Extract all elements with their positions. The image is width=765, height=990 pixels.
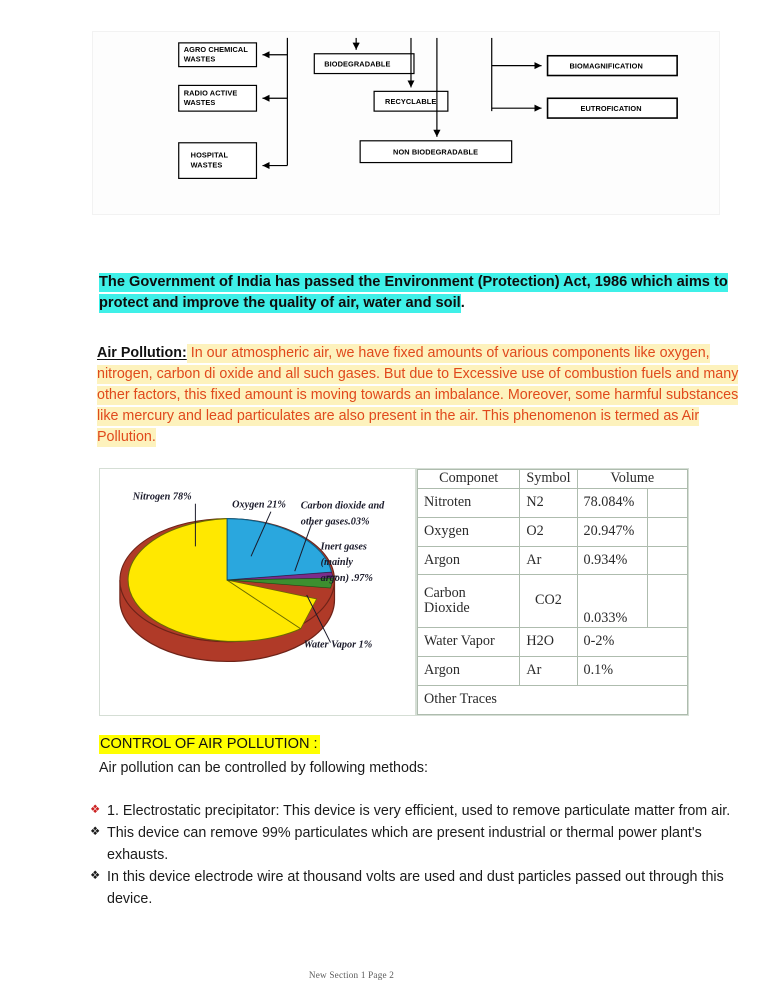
- flowchart-box-agro-line2: WASTES: [183, 54, 216, 64]
- pie-slice-oxygen: [227, 519, 331, 581]
- composition-table: [417, 469, 688, 715]
- table-row: [418, 488, 688, 517]
- col-header-component: Componet: [418, 470, 520, 489]
- cell-symbol: N2: [520, 488, 577, 517]
- floret-bullet-icon: ❖: [90, 804, 101, 816]
- atmosphere-pie-chart: [99, 468, 416, 716]
- flowchart-box-eutrofication-label: EUTROFICATION: [580, 104, 642, 114]
- air-pollution-paragraph: [97, 343, 742, 448]
- cell-symbol: O2: [520, 517, 577, 546]
- page-footer: [0, 970, 765, 980]
- list-item-text: In this device electrode wire at thousand volts are used and dust particles passed out through this device.: [107, 869, 724, 907]
- flowchart-box-radioactive-line1: RADIO ACTIVE: [183, 88, 238, 98]
- cell-volume-spacer: [647, 488, 687, 517]
- cell-volume-spacer: [647, 517, 687, 546]
- pie-label-co2-line2: other gases.03%: [300, 516, 370, 528]
- composition-table-head: [418, 470, 688, 489]
- list-item: [90, 801, 738, 822]
- flowchart-box-biomagnification-label: BIOMAGNIFICATION: [569, 61, 643, 71]
- flowchart-box-biodegradable-label: BIODEGRADABLE: [324, 59, 391, 69]
- cell-symbol: Ar: [520, 657, 577, 686]
- air-pollution-body-text: In our atmospheric air, we have fixed amounts of various components like oxygen, nitrogen, carbon di oxide and all such gases. But due to Excessive use of combustion fuels and many other factors, this fixed amount is moving towards an imbalance. Moreover, some harmful substances like mercury and lead particulates are also present in the air. This phenomenon is termed as Air Pollution.: [97, 345, 739, 446]
- control-methods-list: [90, 801, 738, 911]
- air-pollution-heading: Air Pollution:: [97, 345, 187, 361]
- cell-volume: 0.1%: [577, 657, 687, 686]
- cell-component: [418, 575, 520, 628]
- pie-chart-svg: [100, 469, 415, 715]
- floret-bullet-icon: ❖: [90, 870, 101, 883]
- cell-component: Oxygen: [418, 517, 520, 546]
- cell-component-line2: Dioxide: [424, 600, 470, 617]
- pie-label-co2-line1: Carbon dioxide and: [300, 500, 385, 512]
- pie-label-oxygen: Oxygen 21%: [232, 499, 286, 511]
- atmosphere-composition-table: [416, 468, 689, 716]
- flowchart-box-recyclable-label: RECYCLABLE: [385, 97, 437, 107]
- pie-label-inert-line2: (mainly: [320, 557, 353, 569]
- control-heading-text: CONTROL OF AIR POLLUTION :: [100, 736, 318, 752]
- waste-classification-flowchart: [92, 31, 720, 215]
- pie-label-inert-line3: argon) .97%: [320, 573, 373, 585]
- list-item: [90, 823, 738, 866]
- cell-volume: 78.084%: [577, 488, 647, 517]
- flowchart-svg: [93, 32, 719, 214]
- cell-symbol: H2O: [520, 628, 577, 657]
- page-footer-text: New Section 1 Page 2: [308, 970, 395, 980]
- atmosphere-composition-figure: [99, 468, 689, 716]
- table-header-row: [418, 470, 688, 489]
- cell-component: Argon: [418, 657, 520, 686]
- cell-symbol: Ar: [520, 546, 577, 575]
- cell-component: Water Vapor: [418, 628, 520, 657]
- control-subtitle: Air pollution can be controlled by following methods:: [99, 760, 429, 776]
- pie-label-inert-line1: Inert gases: [320, 541, 367, 553]
- composition-table-body: [418, 488, 688, 714]
- cell-component: Nitroten: [418, 488, 520, 517]
- col-header-volume: Volume: [577, 470, 687, 489]
- cell-volume: 0.934%: [577, 546, 647, 575]
- table-row: [418, 546, 688, 575]
- table-row: [418, 686, 688, 715]
- table-row: [418, 517, 688, 546]
- table-row: [418, 628, 688, 657]
- flowchart-box-hospital-line1: HOSPITAL: [190, 150, 229, 160]
- cell-volume: 0-2%: [577, 628, 687, 657]
- government-act-statement: [99, 272, 739, 315]
- control-of-air-pollution-heading: [99, 734, 320, 755]
- pie-label-water-vapor: Water Vapor 1%: [303, 639, 373, 651]
- table-row: [418, 575, 688, 628]
- cell-volume-spacer: [647, 546, 687, 575]
- government-act-highlighted-text: The Government of India has passed the Environment (Protection) Act, 1986 which aims to protect and improve the quality of air, water and soil: [99, 274, 728, 312]
- list-item: [90, 867, 738, 910]
- cell-volume: 0.033%: [577, 575, 647, 628]
- flowchart-box-agro-line1: AGRO CHEMICAL: [183, 44, 248, 54]
- col-header-symbol: Symbol: [520, 470, 577, 489]
- pie-label-nitrogen: Nitrogen 78%: [132, 491, 192, 503]
- cell-symbol: CO2: [520, 575, 577, 628]
- cell-component-line1: Carbon: [424, 584, 466, 601]
- floret-bullet-icon: ❖: [90, 826, 101, 839]
- flowchart-box-hospital-line2: WASTES: [190, 160, 223, 170]
- table-row: [418, 657, 688, 686]
- cell-volume: 20.947%: [577, 517, 647, 546]
- flowchart-box-nonbiodegradable-label: NON BIODEGRADABLE: [393, 147, 479, 157]
- cell-other-traces: Other Traces: [418, 686, 688, 715]
- government-act-period: .: [460, 295, 465, 312]
- list-item-text: This device can remove 99% particulates which are present industrial or thermal power plant's exhausts.: [107, 825, 702, 863]
- list-item-text: 1. Electrostatic precipitator: This device is very efficient, used to remove particulate matter from air.: [107, 803, 731, 819]
- cell-volume-spacer: [647, 575, 687, 628]
- flowchart-box-radioactive-line2: WASTES: [183, 98, 216, 108]
- cell-component: Argon: [418, 546, 520, 575]
